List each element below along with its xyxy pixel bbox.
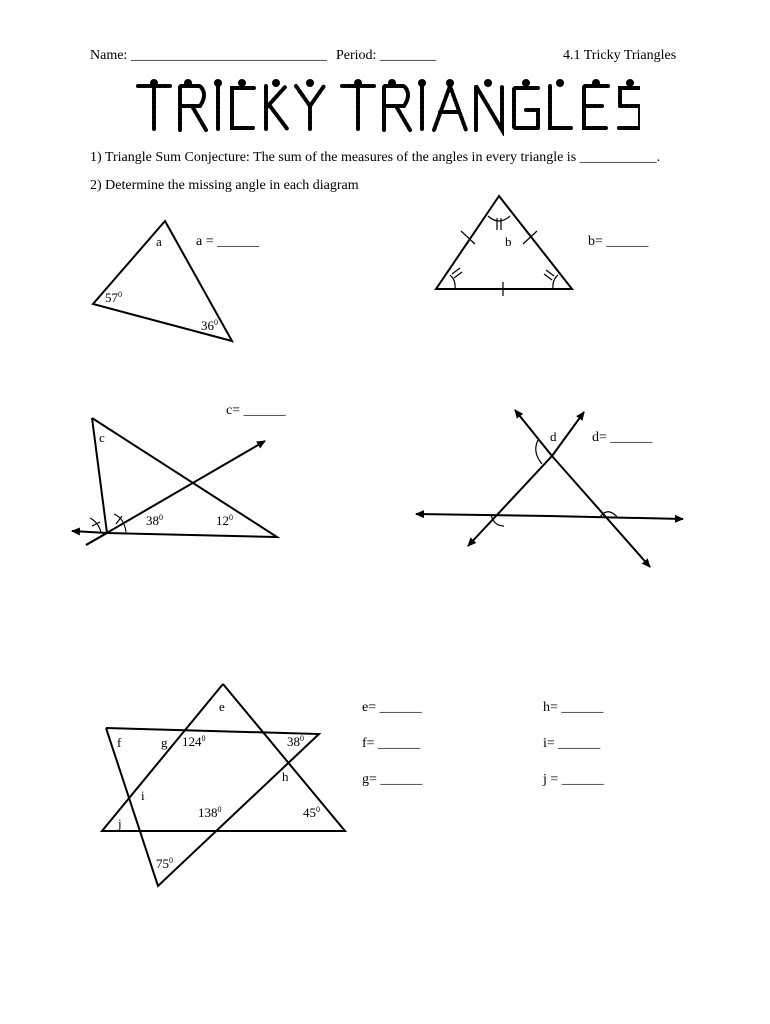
angle-c-38: $38^0$	[146, 513, 163, 528]
label-b: b	[505, 234, 512, 249]
label-f: f	[117, 735, 122, 750]
answer-d: d= ______	[592, 430, 653, 445]
answer-e: e= ______	[362, 700, 422, 715]
triangle-b	[436, 196, 572, 289]
answer-g: g= ______	[362, 772, 423, 787]
star-diagram	[102, 684, 345, 886]
name-field-label: Name: ____________________________	[90, 48, 327, 63]
label-i: i	[141, 788, 145, 803]
angle-a-36: $36^0$	[201, 318, 218, 333]
angle-75: $75^0$	[156, 856, 173, 871]
answer-h: h= ______	[543, 700, 604, 715]
angle-124: $124^0$	[182, 734, 206, 749]
question-2: 2) Determine the missing angle in each diagram	[90, 178, 359, 193]
label-g: g	[161, 735, 168, 750]
angle-c-12: $12^0$	[216, 513, 233, 528]
label-j: j	[118, 816, 122, 831]
angle-45: $45^0$	[303, 805, 320, 820]
answer-b: b= ______	[588, 234, 649, 249]
label-d: d	[550, 429, 557, 444]
label-c: c	[99, 430, 105, 445]
period-field-label: Period: ________	[336, 48, 436, 63]
section-title: 4.1 Tricky Triangles	[563, 48, 677, 63]
answer-a: a = ______	[196, 234, 260, 249]
angle-38: $38^0$	[287, 734, 304, 749]
triangle-b-marks	[450, 216, 558, 296]
angle-a-57: $57^0$	[105, 290, 122, 305]
answer-i: i= ______	[543, 736, 601, 751]
answer-c: c= ______	[226, 403, 286, 418]
question-1: 1) Triangle Sum Conjecture: The sum of the measures of the angles in every triangle is ___________.	[90, 150, 661, 165]
label-e: e	[219, 699, 225, 714]
angle-138: $138^0$	[198, 805, 222, 820]
answer-f: f= ______	[362, 736, 421, 751]
answer-j: j = ______	[543, 772, 604, 787]
label-a: a	[156, 234, 162, 249]
label-h: h	[282, 769, 289, 784]
